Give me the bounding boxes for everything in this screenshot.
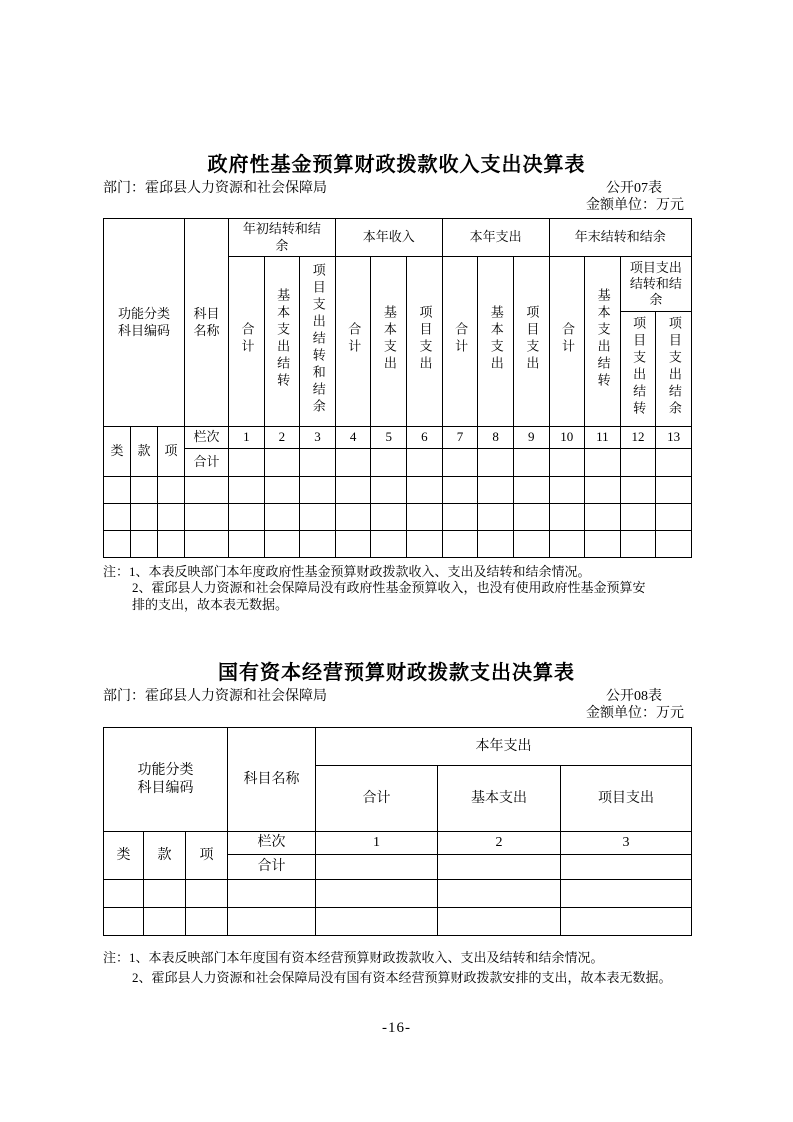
- data-cell: [407, 504, 443, 531]
- header-expense-group: 本年支出: [316, 728, 692, 766]
- header-subject-name: 科目名称: [228, 728, 316, 832]
- header-income-basic: 基本支出: [371, 257, 407, 427]
- header-basic-exp: 基本支出: [438, 766, 561, 832]
- data-cell: [442, 477, 478, 504]
- lanci-cell: 1: [229, 427, 265, 449]
- header-expense-group: 本年支出: [442, 219, 549, 257]
- header-expense-proj: 项目支出: [513, 257, 549, 427]
- lanci-cell: 12: [620, 427, 656, 449]
- data-cell: [316, 855, 438, 880]
- note-line: 注：1、本表反映部门本年度国有资本经营预算财政拨款收入、支出及结转和结余情况。: [103, 950, 604, 965]
- lanci-cell: 2: [438, 832, 561, 855]
- header-end-year-group: 年末结转和结余: [549, 219, 692, 257]
- data-cell: [144, 880, 186, 908]
- lanci-cell: 1: [316, 832, 438, 855]
- total-row-label: 合计: [228, 855, 316, 880]
- lanci-cell: 5: [371, 427, 407, 449]
- data-cell: [656, 477, 692, 504]
- header-end-basic-carry: 基本支出结转: [585, 257, 621, 427]
- data-cell: [264, 504, 300, 531]
- table1-meta: [103, 181, 692, 215]
- table2-code: 公开08表: [606, 689, 662, 704]
- data-cell: [335, 504, 371, 531]
- data-cell: [186, 908, 228, 936]
- header-func-code: 功能分类科目编码: [104, 219, 185, 427]
- data-cell: [442, 531, 478, 558]
- data-cell: [620, 477, 656, 504]
- lanci-label: 栏次: [228, 832, 316, 855]
- header-item: 项: [186, 832, 228, 880]
- header-expense-total: 合计: [442, 257, 478, 427]
- table2-title: 国有资本经营预算财政拨款支出决算表: [218, 662, 575, 684]
- header-item: 项: [158, 427, 185, 477]
- page-number: -16-: [382, 1020, 411, 1036]
- data-cell: [264, 449, 300, 477]
- lanci-cell: 11: [585, 427, 621, 449]
- header-expense-basic: 基本支出: [478, 257, 514, 427]
- data-cell: [104, 880, 144, 908]
- data-cell: [158, 504, 185, 531]
- header-income-group: 本年收入: [335, 219, 442, 257]
- lanci-label: 栏次: [185, 427, 229, 449]
- table2-meta: [103, 689, 692, 723]
- data-cell: [131, 477, 158, 504]
- data-cell: [104, 908, 144, 936]
- header-end-proj-carry-balance-group: 项目支出结转和结余: [620, 257, 691, 312]
- total-row-label: 合计: [185, 449, 229, 477]
- note-line: 注：1、本表反映部门本年度政府性基金预算财政拨款收入、支出及结转和结余情况。: [103, 564, 591, 579]
- table1-department: 部门：霍邱县人力资源和社会保障局: [103, 181, 327, 196]
- data-cell: [104, 477, 131, 504]
- data-cell: [656, 449, 692, 477]
- data-cell: [438, 908, 561, 936]
- lanci-cell: 3: [561, 832, 692, 855]
- data-cell: [438, 880, 561, 908]
- data-cell: [335, 477, 371, 504]
- lanci-cell: 13: [656, 427, 692, 449]
- data-cell: [478, 531, 514, 558]
- header-end-proj-carry: 项目支出结转: [620, 312, 656, 427]
- header-total: 合计: [316, 766, 438, 832]
- data-cell: [513, 504, 549, 531]
- note-line: 2、霍邱县人力资源和社会保障局没有国有资本经营预算财政拨款安排的支出，故本表无数据。: [132, 969, 672, 985]
- data-cell: [656, 504, 692, 531]
- data-cell: [316, 908, 438, 936]
- data-cell: [407, 531, 443, 558]
- data-cell: [300, 504, 336, 531]
- table1-code: 公开07表: [606, 181, 662, 196]
- data-cell: [561, 880, 692, 908]
- data-cell: [316, 880, 438, 908]
- data-cell: [561, 855, 692, 880]
- data-cell: [438, 855, 561, 880]
- data-cell: [185, 504, 229, 531]
- data-cell: [442, 504, 478, 531]
- lanci-cell: 6: [407, 427, 443, 449]
- data-cell: [186, 880, 228, 908]
- header-begin-proj-carry-balance: 项目支出结转和结余: [300, 257, 336, 427]
- data-cell: [585, 531, 621, 558]
- data-cell: [513, 531, 549, 558]
- note-line: 2、霍邱县人力资源和社会保障局没有政府性基金预算收入，也没有使用政府性基金预算安排的支出，故本表无数据。: [132, 580, 646, 612]
- data-cell: [656, 531, 692, 558]
- header-begin-basic-carry: 基本支出结转: [264, 257, 300, 427]
- data-cell: [335, 449, 371, 477]
- data-cell: [371, 449, 407, 477]
- data-cell: [478, 449, 514, 477]
- header-class: 类: [104, 832, 144, 880]
- data-cell: [229, 504, 265, 531]
- table1-notes: [103, 564, 692, 613]
- data-cell: [407, 449, 443, 477]
- data-cell: [131, 504, 158, 531]
- data-cell: [620, 449, 656, 477]
- data-cell: [158, 477, 185, 504]
- data-cell: [407, 477, 443, 504]
- data-cell: [549, 449, 585, 477]
- data-cell: [371, 504, 407, 531]
- data-cell: [371, 477, 407, 504]
- data-cell: [478, 504, 514, 531]
- data-cell: [513, 449, 549, 477]
- data-cell: [478, 477, 514, 504]
- header-end-total: 合计: [549, 257, 585, 427]
- data-cell: [185, 531, 229, 558]
- header-begin-year-group: 年初结转和结余: [229, 219, 336, 257]
- lanci-cell: 4: [335, 427, 371, 449]
- table1-unit: 金额单位：万元: [586, 197, 684, 213]
- data-cell: [300, 531, 336, 558]
- header-class: 类: [104, 427, 131, 477]
- data-cell: [371, 531, 407, 558]
- data-cell: [228, 880, 316, 908]
- lanci-cell: 8: [478, 427, 514, 449]
- data-cell: [185, 477, 229, 504]
- data-cell: [561, 908, 692, 936]
- header-end-proj-balance: 项目支出结余: [656, 312, 692, 427]
- data-cell: [585, 477, 621, 504]
- state-capital-budget-table: [103, 727, 692, 936]
- data-cell: [585, 449, 621, 477]
- table2-notes: [103, 948, 692, 987]
- table1-title: 政府性基金预算财政拨款收入支出决算表: [207, 154, 586, 176]
- lanci-cell: 2: [264, 427, 300, 449]
- data-cell: [131, 531, 158, 558]
- table2-department: 部门：霍邱县人力资源和社会保障局: [103, 689, 327, 704]
- data-cell: [442, 449, 478, 477]
- data-cell: [620, 504, 656, 531]
- data-cell: [513, 477, 549, 504]
- header-proj-exp: 项目支出: [561, 766, 692, 832]
- data-cell: [104, 531, 131, 558]
- header-func-code: 功能分类科目编码: [104, 728, 228, 832]
- gov-fund-budget-table: [103, 218, 692, 558]
- data-cell: [229, 477, 265, 504]
- header-begin-total: 合计: [229, 257, 265, 427]
- data-cell: [264, 531, 300, 558]
- data-cell: [585, 504, 621, 531]
- data-cell: [549, 531, 585, 558]
- lanci-cell: 10: [549, 427, 585, 449]
- header-income-proj: 项目支出: [407, 257, 443, 427]
- header-section: 款: [131, 427, 158, 477]
- data-cell: [300, 477, 336, 504]
- data-cell: [144, 908, 186, 936]
- lanci-cell: 9: [513, 427, 549, 449]
- data-cell: [229, 531, 265, 558]
- header-section: 款: [144, 832, 186, 880]
- lanci-cell: 7: [442, 427, 478, 449]
- data-cell: [229, 449, 265, 477]
- data-cell: [104, 504, 131, 531]
- table2-unit: 金额单位：万元: [586, 705, 684, 721]
- data-cell: [264, 477, 300, 504]
- data-cell: [158, 531, 185, 558]
- data-cell: [335, 531, 371, 558]
- header-subject-name: 科目名称: [185, 219, 229, 427]
- lanci-cell: 3: [300, 427, 336, 449]
- data-cell: [549, 504, 585, 531]
- data-cell: [300, 449, 336, 477]
- header-income-total: 合计: [335, 257, 371, 427]
- data-cell: [620, 531, 656, 558]
- data-cell: [228, 908, 316, 936]
- data-cell: [549, 477, 585, 504]
